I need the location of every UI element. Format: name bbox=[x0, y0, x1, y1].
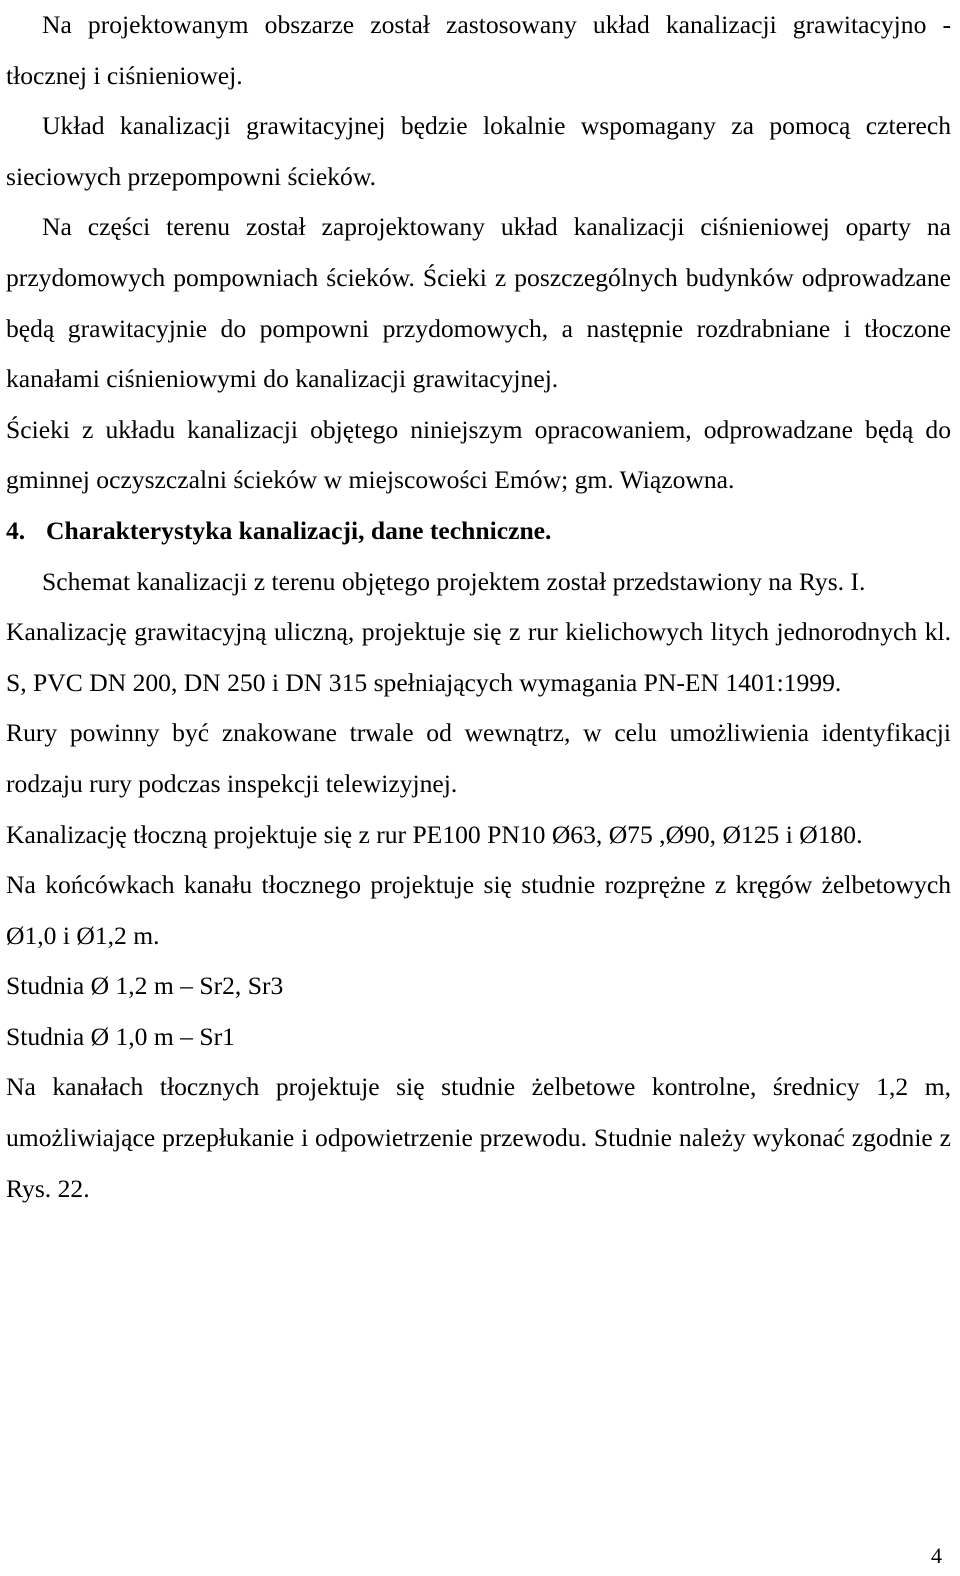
paragraph-pressure-pipes: Kanalizację tłoczną projektuje się z rur PE100 PN10 Ø63, Ø75 ,Ø90, Ø125 i Ø180. bbox=[6, 819, 863, 849]
document-page bbox=[6, 0, 951, 1214]
paragraph-pipe-marking: Rury powinny być znakowane trwale od wewnątrz, w celu umożliwienia identyfikacji rodzaju rury podczas inspekcji telewizyjnej. bbox=[6, 718, 951, 798]
paragraph-expansion-wells: Na końcówkach kanału tłocznego projektuje się studnie rozprężne z kręgów żelbetowych Ø1,0 i Ø1,2 m. bbox=[6, 870, 951, 950]
section-number: 4. bbox=[6, 515, 26, 545]
paragraph-gravity-pipes: Kanalizację grawitacyjną uliczną, projektuje się z rur kielichowych litych jednorodnych kl. S, PVC DN 200, DN 250 i DN 315 spełniających wymagania PN-EN 1401:1999. bbox=[6, 617, 951, 697]
paragraph-wastewater-destination: Ścieki z układu kanalizacji objętego niniejszym opracowaniem, odprowadzane będą do gminnej oczyszczalni ścieków w miejscowości Emów; gm. Wiązowna. bbox=[6, 414, 951, 495]
paragraph-control-wells: Na kanałach tłocznych projektuje się studnie żelbetowe kontrolne, średnicy 1,2 m, umożliwiające przepłukanie i odpowietrzenie przewodu. Studnie należy wykonać zgodnie z Rys. 22. bbox=[6, 1072, 951, 1203]
paragraph-pumping-stations: Układ kanalizacji grawitacyjnej będzie lokalnie wspomagany za pomocą czterech sieciowych przepompowni ścieków. bbox=[6, 111, 951, 191]
paragraph-pressure-sewer: Na części terenu został zaprojektowany układ kanalizacji ciśnieniowej oparty na przydomowych pompowniach ścieków. Ścieki z poszczególnych budynków odprowadzane będą grawitacyjnie do pompowni przydomowych, a następnie rozdrabniane i tłoczone kanałami ciśnieniowymi do kanalizacji grawitacyjnej. bbox=[6, 212, 951, 394]
section-heading bbox=[6, 506, 951, 557]
page-number: 4 bbox=[931, 1543, 942, 1568]
paragraph-scheme-reference: Schemat kanalizacji z terenu objętego projektem został przedstawiony na Rys. I. bbox=[42, 566, 866, 596]
paragraph-well-sr2-sr3: Studnia Ø 1,2 m – Sr2, Sr3 bbox=[6, 971, 284, 1001]
paragraph-well-sr1: Studnia Ø 1,0 m – Sr1 bbox=[6, 1021, 235, 1051]
section-title: Charakterystyka kanalizacji, dane techniczne. bbox=[46, 515, 552, 545]
paragraph-sewer-system-type: Na projektowanym obszarze został zastosowany układ kanalizacji grawitacyjno - tłocznej i ciśnieniowej. bbox=[6, 10, 951, 90]
